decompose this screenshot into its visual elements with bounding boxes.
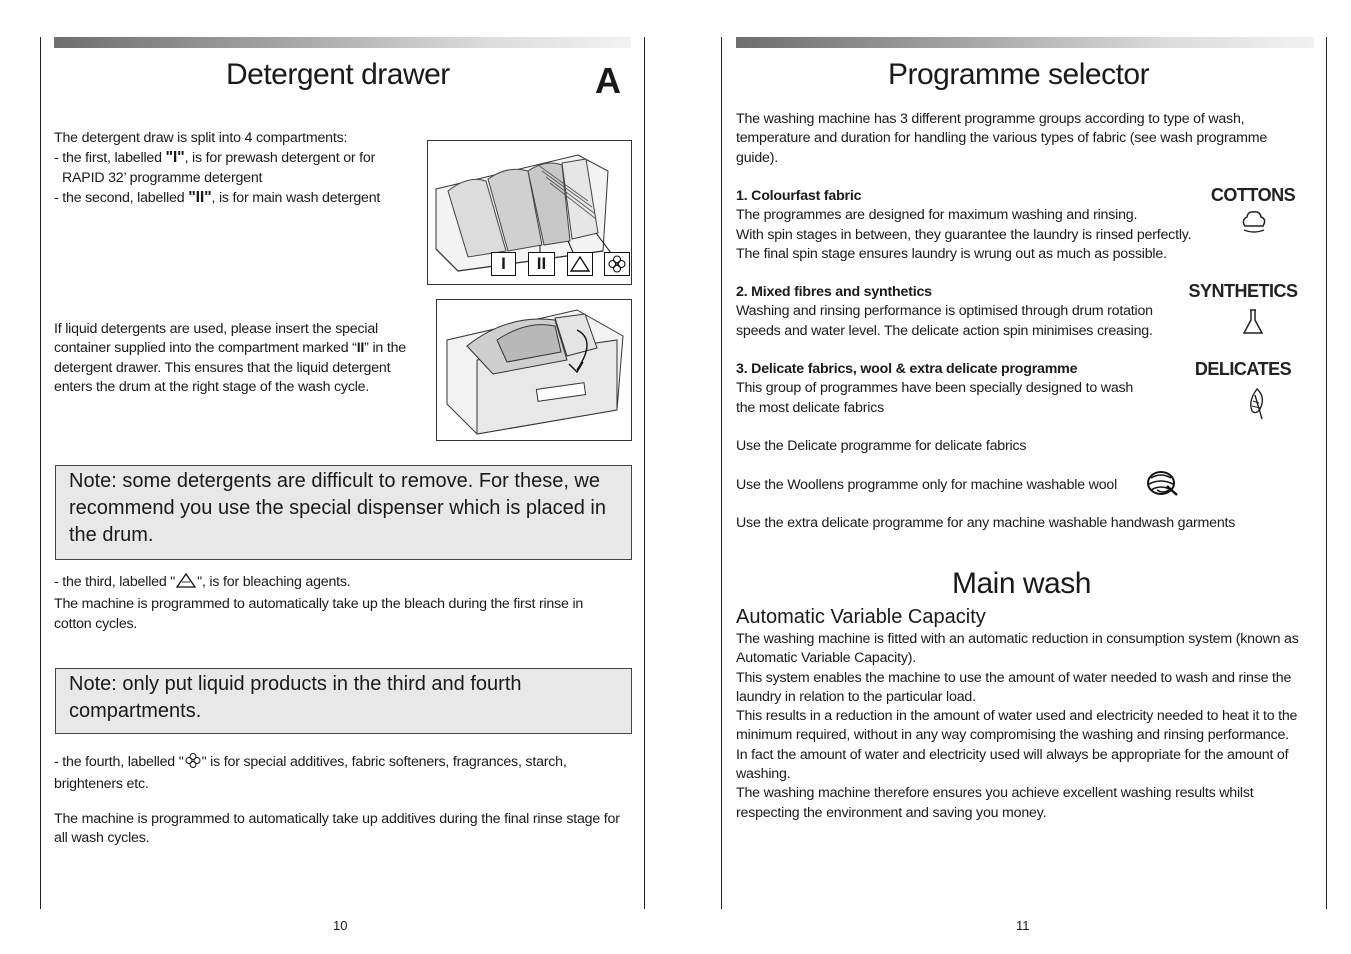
bleach-triangle-icon bbox=[175, 572, 197, 595]
first-compartment-line: - the first, labelled "I", is for prewash detergent or for bbox=[54, 149, 376, 167]
cotton-cloud-icon bbox=[1239, 208, 1269, 239]
flower-softener-icon bbox=[604, 252, 630, 276]
page-number: 10 bbox=[333, 918, 348, 933]
note-liquid-products: Note: only put liquid products in the third and fourth compartments. bbox=[55, 668, 632, 734]
page-title: Detergent drawer bbox=[226, 58, 450, 91]
automatic-variable-capacity-heading: Automatic Variable Capacity bbox=[736, 606, 986, 628]
second-compartment-line: - the second, labelled "II", is for main wash detergent bbox=[54, 188, 381, 206]
wool-ball-icon bbox=[1145, 468, 1179, 503]
section-title: 2. Mixed fibres and synthetics bbox=[736, 284, 932, 300]
synthetics-flask-icon bbox=[1241, 308, 1265, 341]
extra-delicate-line: Use the extra delicate programme for any machine washable handwash garments bbox=[736, 515, 1236, 531]
section-colourfast: 1. Colourfast fabric The programmes are designed for maximum washing and rinsing. With spin stages in between, they guarantee the laundry is rinsed perfectly. The final spin stage ensures laundry is wrung out as much as possible. bbox=[736, 187, 1216, 264]
right-header-bar bbox=[736, 37, 1314, 48]
section-delicates: 3. Delicate fabrics, wool & extra delicate programme This group of programmes have been specially designed to wash the most delicate fabrics bbox=[736, 360, 1216, 418]
main-wash-title: Main wash bbox=[952, 567, 1091, 600]
bleach-triangle-icon bbox=[567, 252, 593, 276]
liquid-container-figure bbox=[436, 299, 632, 441]
left-page-right-rule bbox=[644, 37, 645, 909]
delicates-label: DELICATES bbox=[1194, 359, 1292, 379]
intro-line: The detergent draw is split into 4 compartments: bbox=[54, 130, 348, 146]
right-margin-rule bbox=[721, 37, 722, 909]
fourth-compartment-paragraph: - the fourth, labelled " " is for special additives, fabric softeners, fragrances, starch, brighteners etc. bbox=[54, 754, 567, 793]
drawer-compartments-figure bbox=[427, 140, 632, 285]
liquid-detergent-paragraph: If liquid detergents are used, please insert the special container supplied into the compartment marked “II” in the detergent drawer. This ensures that the liquid detergent enters the drum at the right stage of the wash cycle. bbox=[54, 321, 406, 395]
compartment-intro bbox=[54, 129, 424, 208]
programme-intro: The washing machine has 3 different programme groups according to type of wash, temperature and duration for handling the various types of fabric (see wash programme guide). bbox=[736, 111, 1268, 166]
flower-softener-icon bbox=[184, 752, 202, 775]
section-letter: A bbox=[595, 60, 621, 101]
section-title: 3. Delicate fabrics, wool & extra delicate programme bbox=[736, 361, 1078, 377]
page-title: Programme selector bbox=[888, 58, 1150, 91]
main-wash-paragraph: The washing machine is fitted with an automatic reduction in consumption system (known as Automatic Variable Capacity). This system enables the machine to use the amount of water needed to wash and rinse the laundry in relation to the particular load. This results in a reduction in the amount of water used and electricity needed to heat it to the minimum required, without in any way compromising the washing and rinsing performance. In fact the amount of water and electricity used will always be appropriate for the amount of washing. The washing machine therefore ensures you achieve excellent washing results whilst respecting the environment and saving you money. bbox=[736, 631, 1299, 821]
cottons-label: COTTONS bbox=[1210, 185, 1296, 205]
delicates-feather-icon bbox=[1246, 387, 1268, 426]
page-number: 11 bbox=[1016, 918, 1030, 933]
left-margin-rule bbox=[40, 37, 41, 909]
synthetics-label: SYNTHETICS bbox=[1188, 281, 1298, 301]
section-title: 1. Colourfast fabric bbox=[736, 188, 862, 204]
third-compartment-paragraph: - the third, labelled " ", is for bleaching agents. The machine is programmed to automatically take up the bleach during the first rinse in cotton cycles. bbox=[54, 574, 584, 632]
section-synthetics: 2. Mixed fibres and synthetics Washing and rinsing performance is optimised through drum rotation speeds and water level. The delicate action spin minimises creasing. bbox=[736, 283, 1216, 341]
final-rinse-paragraph: The machine is programmed to automatically take up additives during the final rinse stage for all wash cycles. bbox=[54, 811, 620, 847]
left-header-bar bbox=[54, 37, 631, 48]
label-II-box: II bbox=[528, 252, 555, 276]
label-I-box: I bbox=[491, 252, 516, 276]
right-page-right-rule bbox=[1326, 37, 1327, 909]
right-page bbox=[676, 0, 1351, 954]
note-difficult-detergents: Note: some detergents are difficult to remove. For these, we recommend you use the special dispenser which is placed in the drum. bbox=[55, 465, 632, 560]
woollens-programme-line: Use the Woollens programme only for machine washable wool bbox=[736, 477, 1118, 493]
delicate-programme-line: Use the Delicate programme for delicate fabrics bbox=[736, 438, 1027, 454]
first-compartment-cont: RAPID 32’ programme detergent bbox=[62, 169, 263, 186]
